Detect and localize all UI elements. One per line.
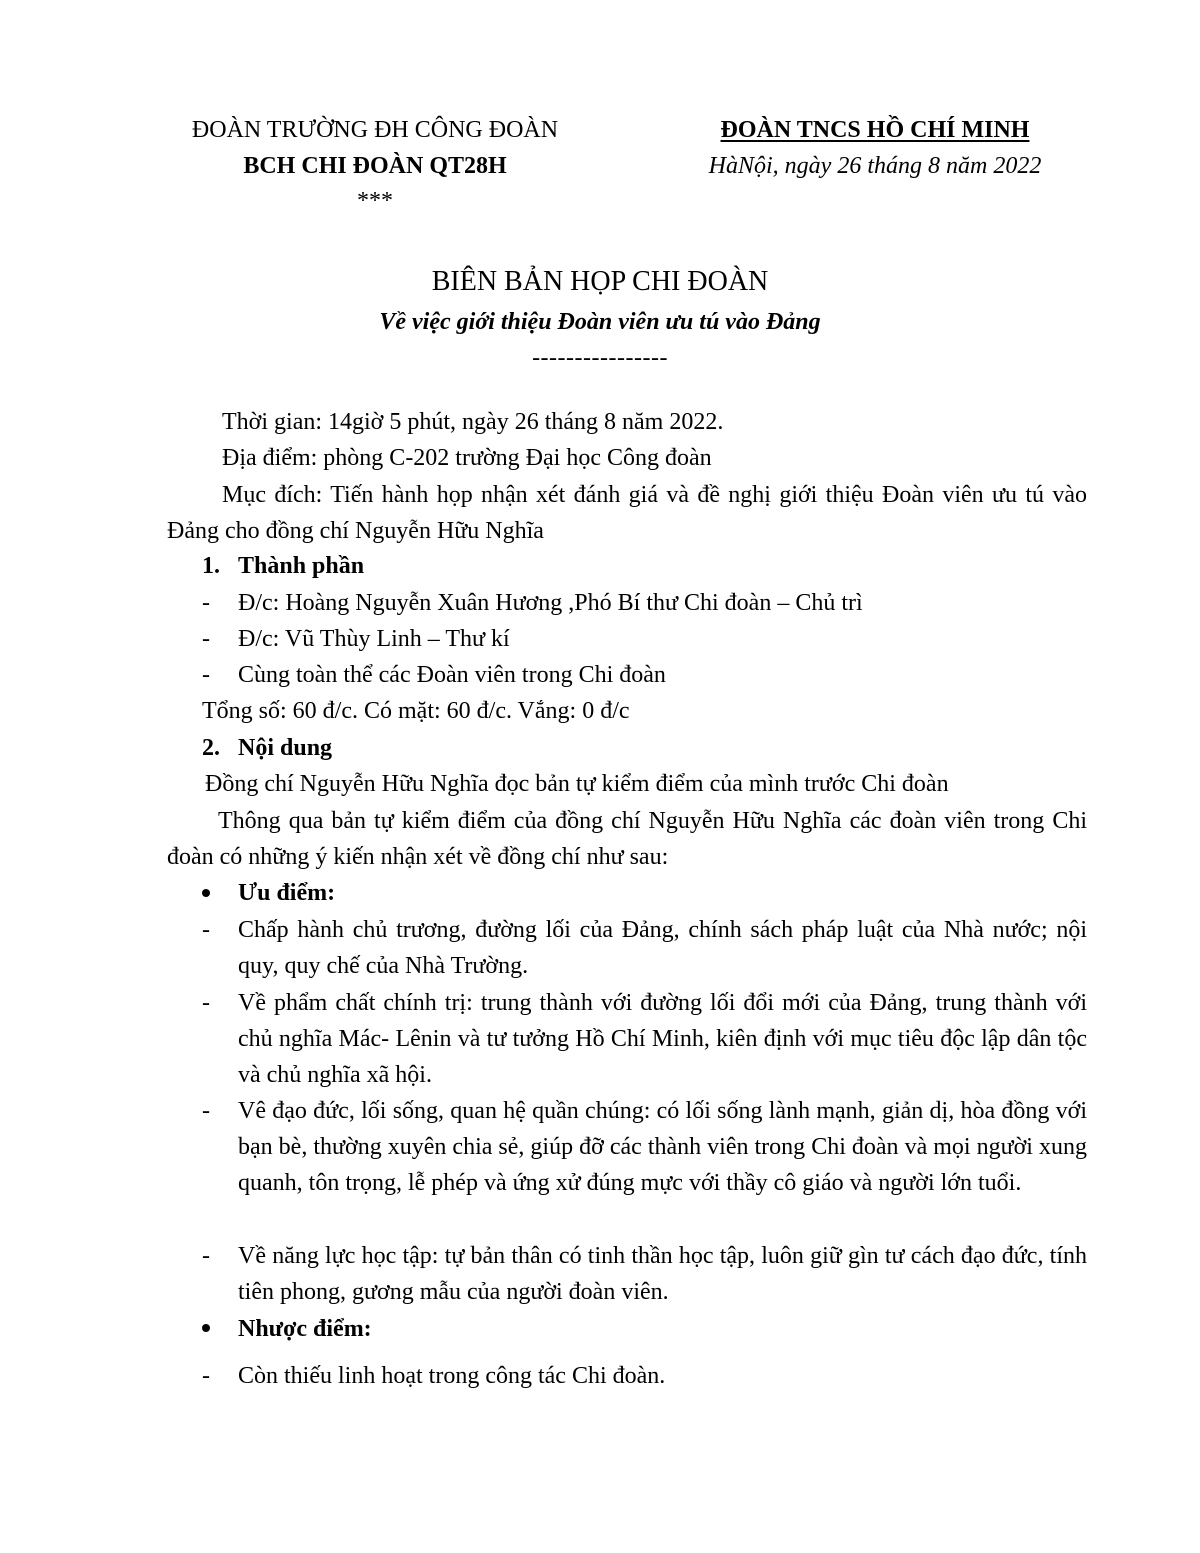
section1-number: 1. xyxy=(202,553,220,579)
dash-marker: - xyxy=(202,990,210,1016)
dash-marker: - xyxy=(202,917,210,943)
dash-marker: - xyxy=(202,1243,210,1269)
bullet-icon xyxy=(202,889,210,897)
header-union-name: ĐOÀN TNCS HỒ CHÍ MINH xyxy=(720,117,1030,143)
dash-marker: - xyxy=(202,626,210,652)
strength-item: Về phẩm chất chính trị: trung thành với đường lối đổi mới của Đảng, trung thành với chủ nghĩa Mác- Lênin và tư tưởng Hồ Chí Minh, kiên định với mục tiêu độc lập dân tộc và chủ nghĩa xã hội. xyxy=(238,990,1087,1088)
meeting-place: Địa điểm: phòng C-202 trường Đại học Công đoàn xyxy=(222,445,712,471)
content-paragraph: Đồng chí Nguyễn Hữu Nghĩa đọc bản tự kiểm điểm của mình trước Chi đoàn xyxy=(205,771,949,797)
weakness-item: Còn thiếu linh hoạt trong công tác Chi đoàn. xyxy=(238,1363,666,1389)
participant-item: Đ/c: Hoàng Nguyễn Xuân Hương ,Phó Bí thư Chi đoàn – Chủ trì xyxy=(238,590,863,616)
meeting-purpose: Mục đích: Tiến hành họp nhận xét đánh giá và đề nghị giới thiệu Đoàn viên ưu tú vào Đảng cho đồng chí Nguyễn Hữu Nghĩa xyxy=(167,482,1087,544)
strengths-heading: Ưu điểm: xyxy=(238,880,336,906)
section1-heading: Thành phần xyxy=(238,553,365,579)
section2-heading: Nội dung xyxy=(238,735,333,761)
strength-item: Vê đạo đức, lối sống, quan hệ quần chúng: có lối sống lành mạnh, giản dị, hòa đồng với bạn bè, thường xuyên chia sẻ, giúp đỡ các thành viên trong Chi đoàn và mọi người xung quanh, tôn trọng, lễ phép và ứng xử đúng mực với thầy cô giáo và người lớn tuổi. xyxy=(238,1098,1087,1196)
header-stars: *** xyxy=(357,188,393,214)
section2-number: 2. xyxy=(202,735,220,761)
header-date-place: HàNội, ngày 26 tháng 8 năm 2022 xyxy=(708,153,1042,179)
attendance-summary: Tổng số: 60 đ/c. Có mặt: 60 đ/c. Vắng: 0 đ/c xyxy=(202,698,630,724)
strength-item: Về năng lực học tập: tự bản thân có tinh thần học tập, luôn giữ gìn tư cách đạo đức, tính tiên phong, gương mẫu của người đoàn viên. xyxy=(238,1243,1087,1305)
participant-item: Đ/c: Vũ Thùy Linh – Thư kí xyxy=(238,626,510,652)
header-branch-name: BCH CHI ĐOÀN QT28H xyxy=(243,153,507,179)
page-subtitle: Về việc giới thiệu Đoàn viên ưu tú vào Đảng xyxy=(379,309,821,335)
title-divider: ---------------- xyxy=(532,345,668,371)
weaknesses-heading: Nhược điểm: xyxy=(238,1316,372,1342)
content-paragraph: Thông qua bản tự kiểm điểm của đồng chí Nguyễn Hữu Nghĩa các đoàn viên trong Chi đoàn có những ý kiến nhận xét về đồng chí như sau: xyxy=(167,808,1087,870)
dash-marker: - xyxy=(202,1098,210,1124)
dash-marker: - xyxy=(202,1363,210,1389)
header-org-name: ĐOÀN TRƯỜNG ĐH CÔNG ĐOÀN xyxy=(191,117,559,143)
bullet-icon xyxy=(202,1324,210,1332)
page-title: BIÊN BẢN HỌP CHI ĐOÀN xyxy=(431,266,769,297)
dash-marker: - xyxy=(202,590,210,616)
dash-marker: - xyxy=(202,662,210,688)
strength-item: Chấp hành chủ trương, đường lối của Đảng, chính sách pháp luật của Nhà nước; nội quy, quy chế của Nhà Trường. xyxy=(238,917,1087,979)
meeting-time: Thời gian: 14giờ 5 phút, ngày 26 tháng 8 năm 2022. xyxy=(222,409,724,435)
participant-item: Cùng toàn thể các Đoàn viên trong Chi đoàn xyxy=(238,662,666,688)
